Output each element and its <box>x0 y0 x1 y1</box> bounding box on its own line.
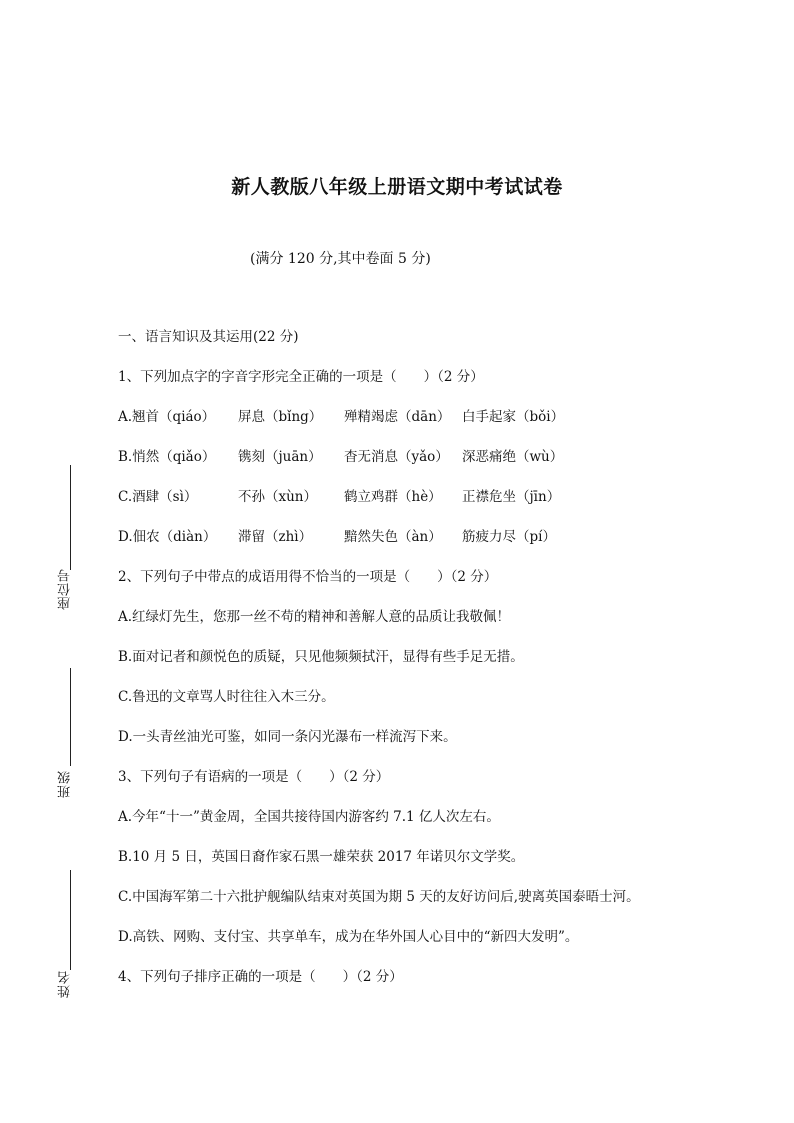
class-rule <box>70 668 71 766</box>
question-4-stem: 4、下列句子排序正确的一项是（ ）（2 分） <box>118 969 403 985</box>
question-3-option-b: B.10 月 5 日，英国日裔作家石黑一雄荣获 2017 年诺贝尔文学奖。 <box>118 849 525 865</box>
question-3-option-a: A.今年“十一”黄金周，全国共接待国内游客约 7.1 亿人次左右。 <box>118 809 500 825</box>
option-item: 白手起家（bǒi） <box>462 409 565 425</box>
option-item: 鹤立鸡群（hè） <box>344 489 442 505</box>
option-item: 屏息（bǐng） <box>238 409 323 425</box>
page-title: 新人教版八年级上册语文期中考试试卷 <box>231 176 563 198</box>
option-item: 翘首（qiáo） <box>132 409 216 425</box>
question-3-stem: 3、下列句子有语病的一项是（ ）（2 分） <box>118 769 390 785</box>
question-2-option-d: D.一头青丝油光可鉴，如同一条闪光瀑布一样流泻下来。 <box>118 729 457 745</box>
question-2-stem: 2、下列句子中带点的成语用得不恰当的一项是（ ）（2 分） <box>118 569 498 585</box>
question-2-option-c: C.鲁迅的文章骂人时往往入木三分。 <box>118 689 335 705</box>
option-item: 正襟危坐（jīn） <box>462 489 561 505</box>
question-3-option-d: D.高铁、网购、支付宝、共享单车，成为在华外国人心目中的“新四大发明”。 <box>118 929 579 945</box>
option-label: B. <box>118 449 133 465</box>
seat-number-label: 座位号 <box>58 568 73 610</box>
name-label: 姓名 <box>58 970 73 998</box>
section-heading: 一、语言知识及其运用(22 分) <box>118 329 299 345</box>
option-item: 殚精竭虑（dān） <box>344 409 451 425</box>
option-label: C. <box>118 489 133 505</box>
option-item: 悄然（qiǎo） <box>132 449 216 465</box>
option-item: 不孙（xùn） <box>238 489 318 505</box>
name-rule <box>70 870 71 970</box>
option-item: 杳无消息（yǎo） <box>344 449 449 465</box>
option-item: 酒肆（sì） <box>132 489 198 505</box>
question-2-option-b: B.面对记者和颜悦色的质疑，只见他频频拭汗，显得有些手足无措。 <box>118 649 524 665</box>
seat-number-rule <box>70 465 71 570</box>
question-2-option-a: A.红绿灯先生，您那一丝不苟的精神和善解人意的品质让我敬佩！ <box>118 609 511 625</box>
option-item: 镌刻（juān） <box>238 449 322 465</box>
class-label: 班级 <box>58 770 73 798</box>
option-item: 滞留（zhì） <box>238 529 313 545</box>
option-label: D. <box>118 529 133 545</box>
option-item: 深恶痛绝（wù） <box>462 449 564 465</box>
option-item: 黯然失色（àn） <box>344 529 442 545</box>
question-3-option-c: C.中国海军第二十六批护舰编队结束对英国为期 5 天的友好访问后,驶离英国泰晤士河。 <box>118 889 640 905</box>
option-item: 佃农（diàn） <box>132 529 217 545</box>
option-item: 筋疲力尽（pí） <box>462 529 556 545</box>
score-note: (满分 120 分,其中卷面 5 分) <box>250 251 431 267</box>
question-1-stem: 1、下列加点字的字音字形完全正确的一项是（ ）（2 分） <box>118 369 484 385</box>
option-label: A. <box>118 409 133 425</box>
